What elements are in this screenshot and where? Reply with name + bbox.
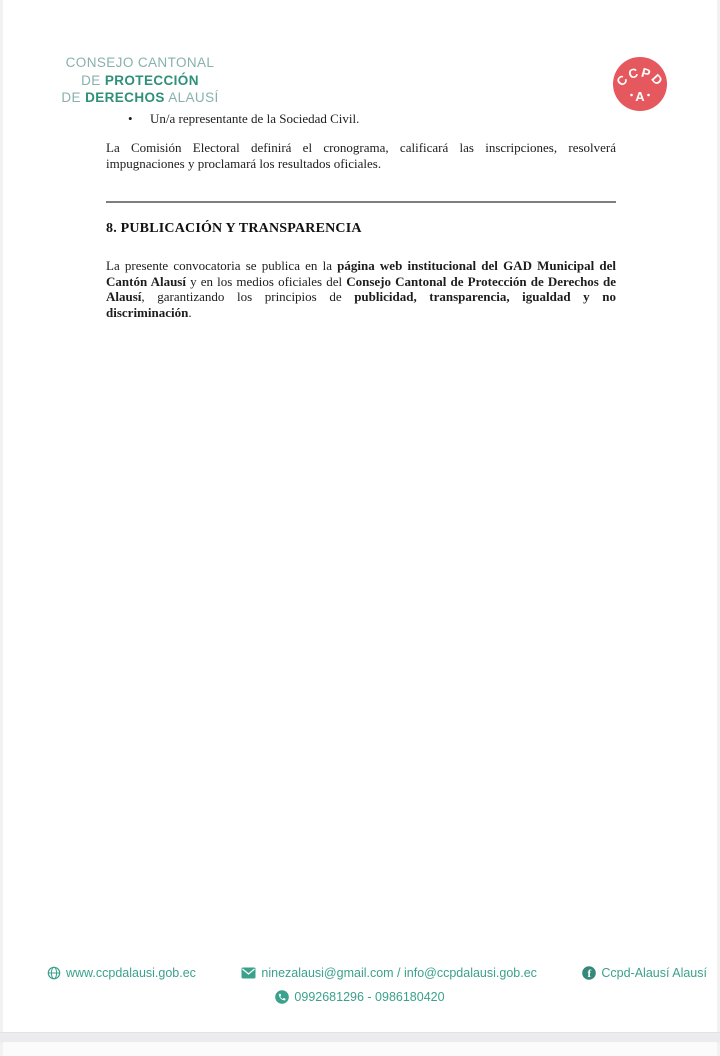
globe-icon (47, 966, 61, 980)
paragraph-comision-electoral: La Comisión Electoral definirá el cronograma, calificará las inscripciones, resolverá impugnaciones y proclamará los resultados oficiales. (106, 140, 616, 171)
document-page (3, 0, 717, 1032)
pub-bold-3: publicidad, transparencia, igualdad y no discriminación (106, 289, 616, 320)
org-logo (55, 54, 225, 107)
phone-icon (275, 990, 289, 1004)
pub-bold-1: página web institucional del GAD Municipal del Cantón Alausí (106, 258, 616, 289)
org-logo-line3-prefix: DE (61, 90, 86, 105)
footer-row-2 (3, 990, 717, 1004)
org-logo-line2 (55, 72, 225, 90)
footer-phones-text: 0992681296 - 0986180420 (294, 990, 445, 1004)
footer-phones (275, 990, 444, 1004)
svg-text:f: f (587, 968, 592, 980)
paragraph-publicacion (106, 258, 616, 320)
bullet-list-item (126, 111, 616, 127)
org-logo-line3-suffix: ALAUSÍ (164, 90, 219, 105)
org-logo-line3-bold: DERECHOS (85, 90, 165, 105)
footer-facebook-text: Ccpd-Alausí Alausí (601, 966, 707, 980)
footer-website-text: www.ccpdalausi.gob.ec (66, 966, 196, 980)
org-logo-line2-prefix: DE (81, 72, 105, 88)
ccpd-badge-svg (612, 56, 668, 112)
pub-text-3: , garantizando los principios de (141, 289, 355, 305)
envelope-icon (241, 967, 256, 979)
footer-website (47, 966, 196, 980)
org-logo-line2-bold: PROTECCIÓN (104, 72, 199, 88)
footer-emails (241, 966, 537, 980)
bullet-marker: • (128, 111, 133, 126)
svg-text:A: A (635, 89, 645, 104)
footer-row-1 (47, 966, 707, 980)
ccpd-badge-icon (612, 56, 668, 112)
section-divider (106, 201, 616, 203)
pub-text-4: . (188, 304, 192, 320)
pub-text-2: y en los medios oficiales del (185, 273, 347, 289)
facebook-icon (582, 966, 596, 980)
svg-text:CCPD: CCPD (613, 64, 667, 90)
org-logo-line1 (55, 54, 225, 72)
section-heading: 8. PUBLICACIÓN Y TRANSPARENCIA (106, 221, 362, 236)
contact-footer (3, 957, 717, 1032)
bullet-item-text: Un/a representante de la Sociedad Civil. (150, 111, 360, 126)
footer-facebook (582, 966, 707, 980)
pub-bold-2: Consejo Cantonal de Protección de Derechos de Alausí (106, 273, 616, 305)
footer-emails-text: ninezalausi@gmail.com / info@ccpdalausi.gob.ec (261, 966, 537, 980)
org-logo-line3 (55, 89, 225, 107)
org-logo-line1-text: CONSEJO CANTONAL (65, 55, 215, 70)
next-page-edge (3, 1042, 717, 1056)
pub-text-1: La presente convocatoria se publica en la (106, 258, 338, 273)
